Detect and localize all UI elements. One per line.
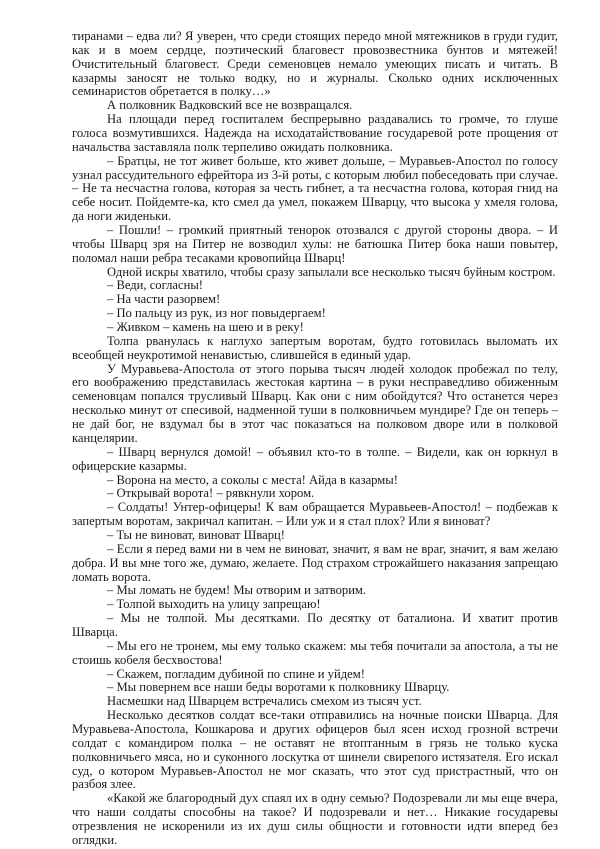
paragraph: – Пошли! – громкий приятный тенорок отозвался с другой стороны двора. – И чтобы Шварц зря на Питер не возводил хулы: не батюшка Питер бока наши повытер, поломал наши ребра тесаками кровопийца Шварц! [72,223,558,265]
paragraph: Несколько десятков солдат все-таки отправились на ночные поиски Шварца. Для Муравьева-Апостола, Кошкарова и других офицеров был ясен исход грозной встречи солдат с командиром полка – не оставят не втоптанным в грязь не только куска полковничьего мяса, но и суконного лоскутка от шинели свирепого истязателя. Его искал суд, о котором Муравьев-Апостол не мог сказать, что этот суд пристрастный, что он разбоя злее. [72,708,558,792]
paragraph: – Шварц вернулся домой! – объявил кто-то в толпе. – Видели, как он юркнул в офицерские казармы. [72,444,558,473]
document-page [72,30,558,848]
paragraph: – Мы его не тронем, мы ему только скажем: мы тебя почитали за апостола, а ты не стоишь кобеля бесхвостова! [72,638,558,667]
paragraph: – Живком – камень на шею и в реку! [107,320,304,335]
paragraph: «Какой же благородный дух спаял их в одну семью? Подозревали ли мы еще вчера, что наши солдаты способны на такое? И подозревали и нет… Никакие государевы отрезвления не искоренили из их душ силы общности и готовности идти вперед без оглядки. [72,791,558,847]
paragraph: – Ты не виноват, виноват Шварц! [107,527,285,542]
paragraph: – Ворона на место, а соколы с места! Айда в казармы! [107,472,398,487]
paragraph: – Открывай ворота! – рявкнули хором. [107,486,315,501]
paragraph: – Веди, согласны! [107,278,203,293]
paragraph: У Муравьева-Апостола от этого порыва тысяч людей холодок пробежал по телу, его воображению представилась жестокая картина – в руки несправедливо обиженным семеновцам попался трусливый Шварц. Как они с ним обойдутся? Что останется через несколько минут от спесивой, надменной туши в полковничьем мундире? Где он теперь – не дай бог, не вздумал бы в этот час показаться на полковом дворе или в полковой канцелярии. [72,361,558,445]
paragraph: А полковник Вадковский все не возвращался. [107,98,353,113]
paragraph: – Мы ломать не будем! Мы отворим и затворим. [107,583,367,598]
paragraph: На площади перед госпиталем беспрерывно раздавались то громче, то глуше голоса возмутившихся. Надежда на исходатайствование государевой роте прощения от начальства заставляла полк терпеливо ожидать полковника. [72,112,558,154]
paragraph: Насмешки над Шварцем встречались смехом из тысяч уст. [107,694,422,709]
paragraph: – На части разорвем! [107,292,221,307]
paragraph: – По пальцу из рук, из ног повыдергаем! [107,306,326,321]
paragraph: – Солдаты! Унтер-офицеры! К вам обращается Муравьеев-Апостол! – подбежав к запертым воротам, закричал капитан. – Или уж и я стал плох? Или я виноват? [72,500,558,529]
paragraph: – Братцы, не тот живет больше, кто живет дольше, – Муравьев-Апостол по голосу узнал рассудительного ефрейтора из 3-й роты, с которым любил побеседовать при случае. – Не та несчастна голова, которая за честь гибнет, а та несчастна голова, которая гнид на себе носит. Пойдемте-ка, кто смел да умел, покажем Шварцу, что высока у хмеля голова, да ноги жиденьки. [72,153,558,224]
paragraph: Толпа рванулась к наглухо запертым воротам, будто готовилась выломать их всеобщей неукротимой ненавистью, слившейся в единый удар. [72,333,558,362]
paragraph: – Мы не толпой. Мы десятками. По десятку от баталиона. И хватит против Шварца. [72,611,558,639]
paragraph: – Если я перед вами ни в чем не виноват, значит, я вам не враг, значит, я вам желаю добра. И вы мне того же, думаю, желаете. Под страхом строжайшего наказания запрещаю ломать ворота. [72,541,558,584]
paragraph: – Мы повернем все наши беды воротами к полковнику Шварцу. [107,680,450,695]
paragraph: тиранами – едва ли? Я уверен, что среди стоящих передо мной мятежников в груди гудит, как и в моем сердце, поэтический благовест провозвестника бунтов и мятежей! Очистительный благовест. Среди семеновцев немало умеющих писать и читать. В казармы заносят не только водку, но и журналы. Сколько одних исключенных семинаристов обретается в полку…» [72,29,558,99]
paragraph: – Толпой выходить на улицу запрещаю! [107,597,321,612]
paragraph: – Скажем, погладим дубиной по спине и уйдем! [107,666,365,681]
paragraph: Одной искры хватило, чтобы сразу запылали все несколько тысяч буйным костром. [107,264,556,279]
